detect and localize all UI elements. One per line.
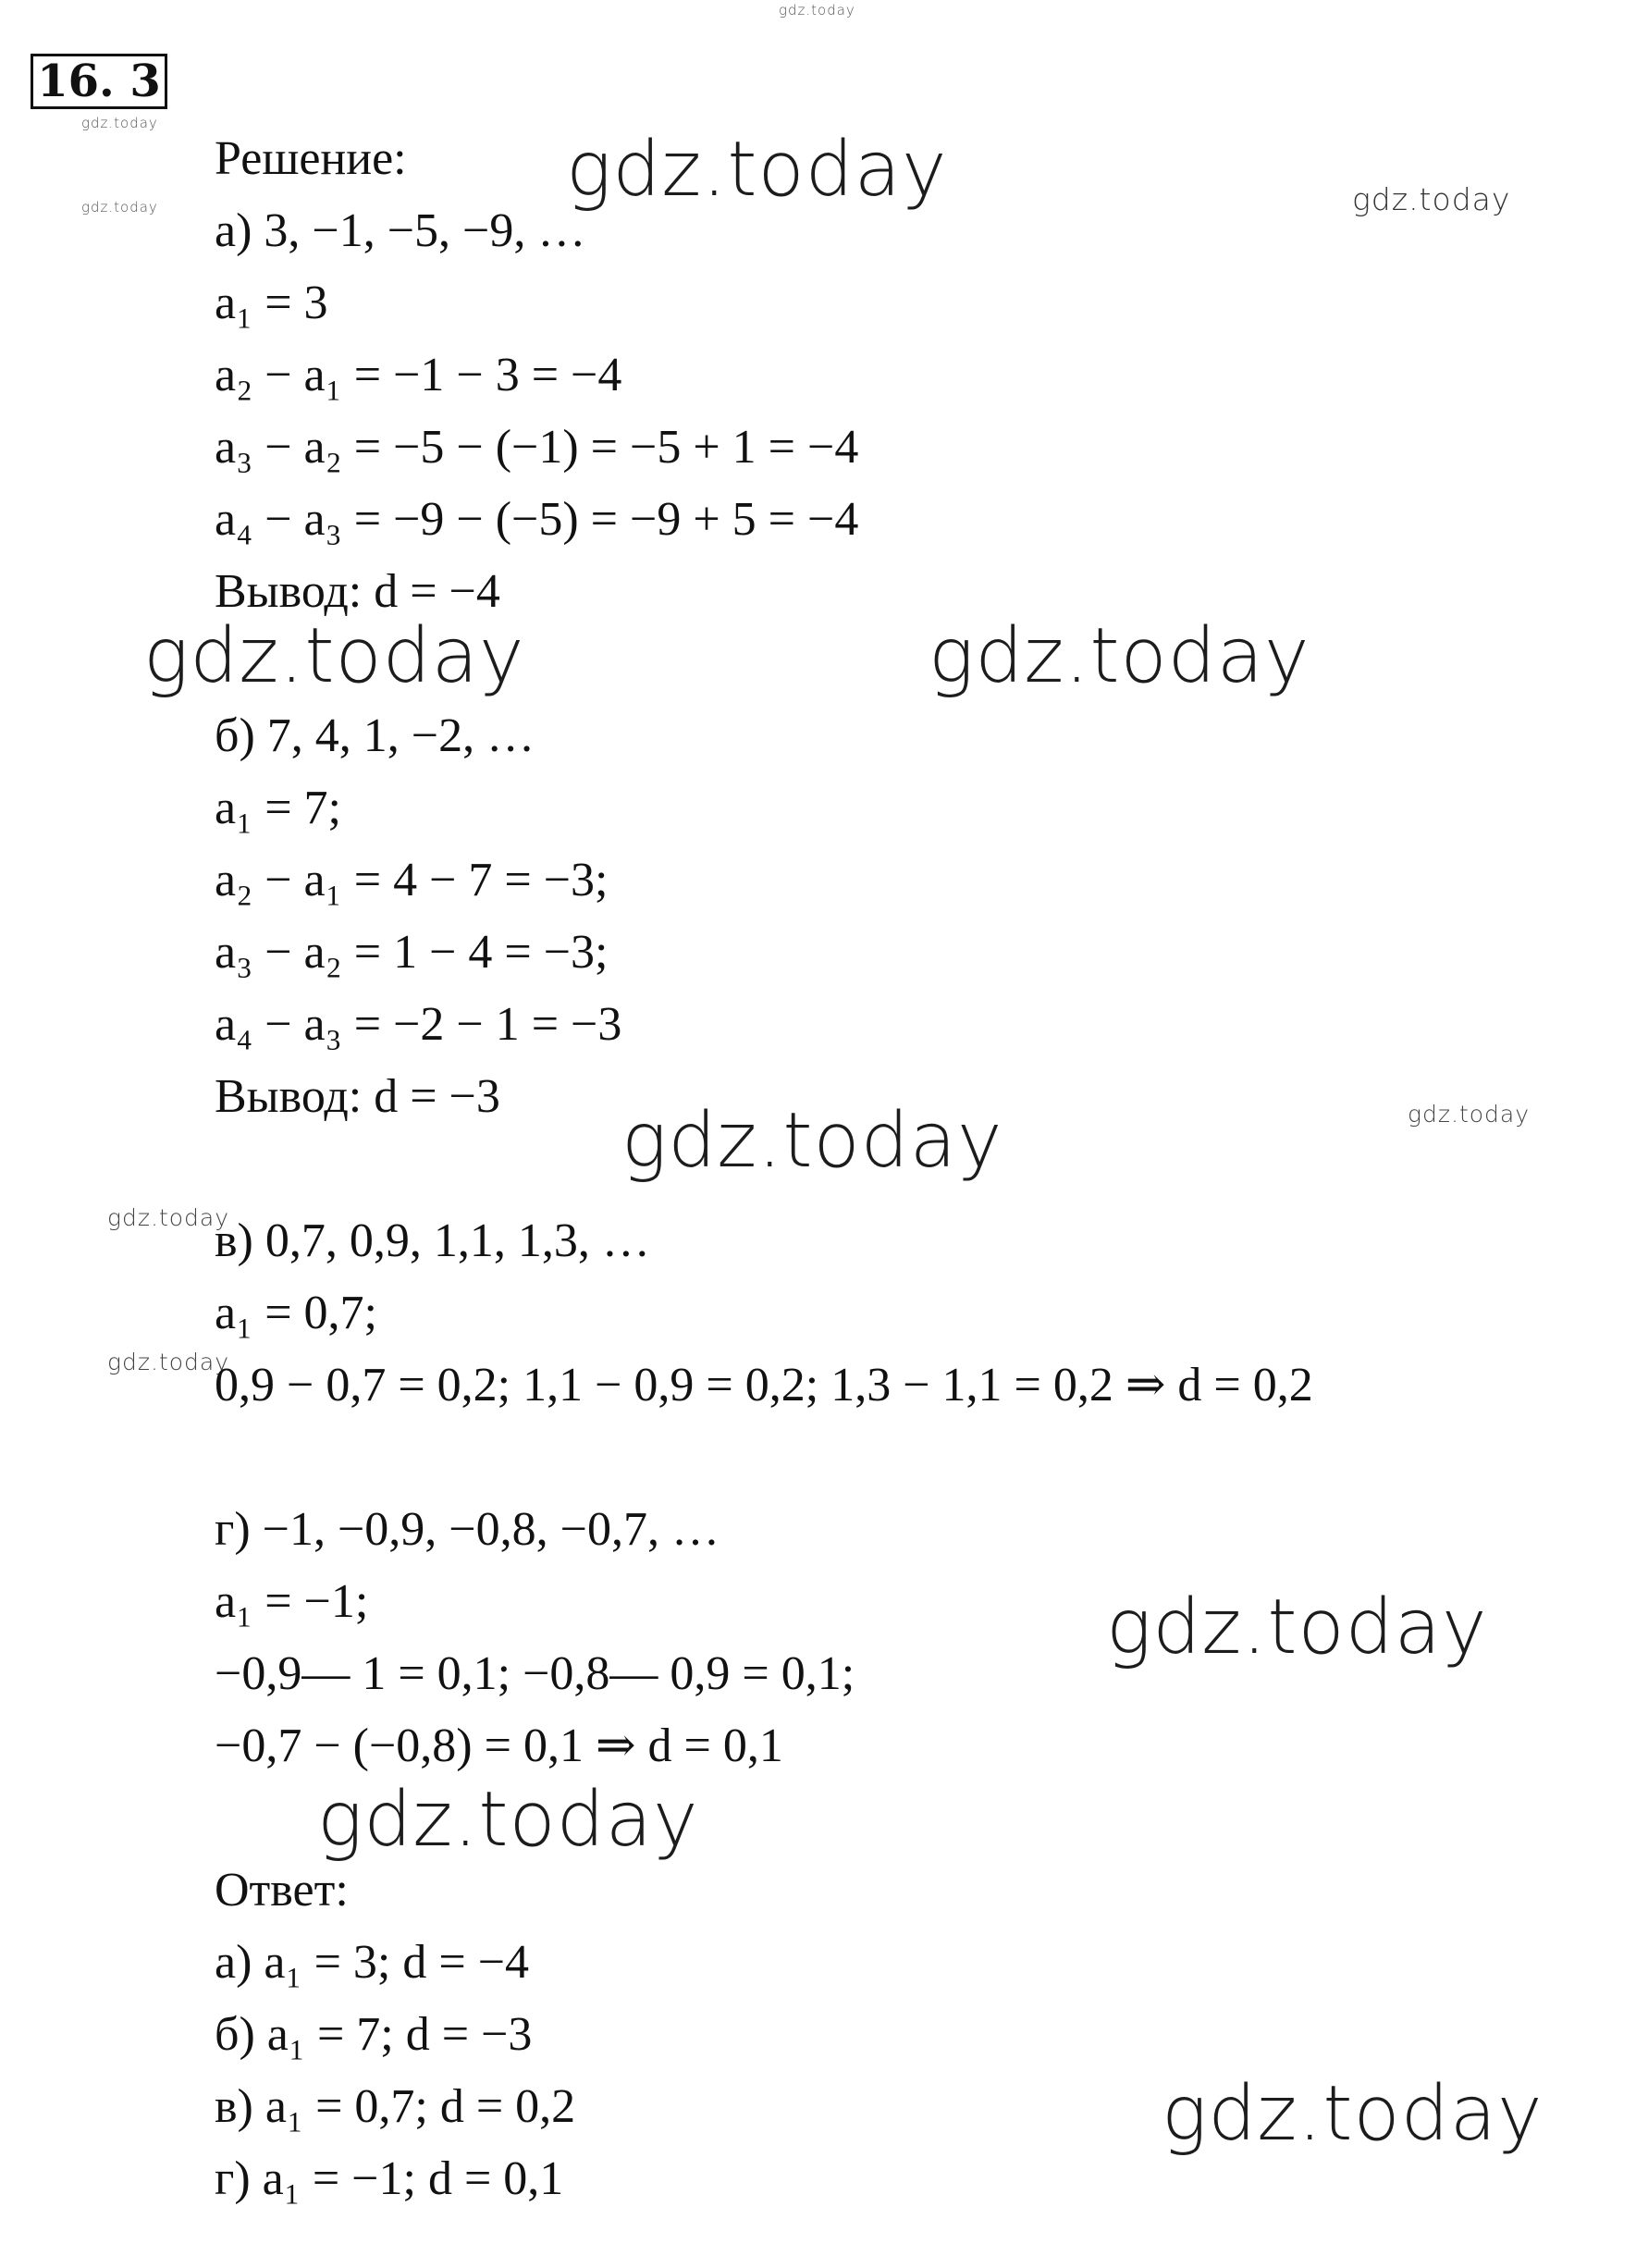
watermark-big-6: gdz.today — [317, 1776, 699, 1864]
watermark-big-7: gdz.today — [1162, 2070, 1544, 2158]
part-a-header: а) 3, −1, −5, −9, … — [215, 204, 586, 257]
part-b-line-4: a₄ − a₃ = −2 − 1 = −3 — [215, 998, 622, 1051]
part-g-line-1: a₁ = −1; — [215, 1575, 369, 1628]
watermark-big-2: gdz.today — [143, 612, 525, 700]
part-a-conclusion: Вывод: d = −4 — [215, 565, 500, 618]
watermark-small-right: gdz.today — [1408, 1101, 1531, 1128]
part-g-line-3: −0,7 − (−0,8) = 0,1 ⇒ d = 0,1 — [215, 1719, 783, 1772]
problem-number: 16. 3 — [31, 54, 167, 109]
part-v-header: в) 0,7, 0,9, 1,1, 1,3, … — [215, 1214, 650, 1267]
watermark-left-small: gdz.today — [81, 199, 158, 216]
answer-b: б) a₁ = 7; d = −3 — [215, 2008, 533, 2061]
watermark-under-number: gdz.today — [81, 115, 158, 131]
watermark-mid-right: gdz.today — [1352, 181, 1511, 217]
watermark-top-center: gdz.today — [779, 2, 855, 18]
part-a-line-3: a₃ − a₂ = −5 − (−1) = −5 + 1 = −4 — [215, 421, 859, 474]
answer-v: в) a₁ = 0,7; d = 0,2 — [215, 2080, 576, 2133]
solution-heading: Решение: — [215, 132, 407, 185]
watermark-big-5: gdz.today — [1106, 1584, 1488, 1671]
answer-a: а) a₁ = 3; d = −4 — [215, 1936, 530, 1989]
part-b-line-2: a₂ − a₁ = 4 − 7 = −3; — [215, 854, 609, 906]
answer-g: г) a₁ = −1; d = 0,1 — [215, 2152, 564, 2205]
part-v-line-2: 0,9 − 0,7 = 0,2; 1,1 − 0,9 = 0,2; 1,3 − 1,1 = 0,2 ⇒ d = 0,2 — [215, 1359, 1313, 1411]
part-a-line-1: a₁ = 3 — [215, 277, 328, 329]
watermark-small-left-1: gdz.today — [107, 1204, 230, 1231]
watermark-big-1: gdz.today — [566, 126, 948, 214]
watermark-small-left-2: gdz.today — [107, 1349, 230, 1375]
part-v-line-1: a₁ = 0,7; — [215, 1287, 377, 1339]
watermark-big-4: gdz.today — [621, 1097, 1003, 1185]
part-b-header: б) 7, 4, 1, −2, … — [215, 709, 535, 762]
part-a-line-4: a₄ − a₃ = −9 − (−5) = −9 + 5 = −4 — [215, 493, 859, 546]
part-a-line-2: a₂ − a₁ = −1 − 3 = −4 — [215, 349, 622, 401]
part-b-line-1: a₁ = 7; — [215, 782, 341, 834]
part-b-line-3: a₃ − a₂ = 1 − 4 = −3; — [215, 926, 609, 979]
answer-heading: Ответ: — [215, 1864, 349, 1917]
part-b-conclusion: Вывод: d = −3 — [215, 1070, 500, 1123]
watermark-big-3: gdz.today — [929, 612, 1310, 700]
part-g-line-2: −0,9— 1 = 0,1; −0,8— 0,9 = 0,1; — [215, 1647, 855, 1700]
part-g-header: г) −1, −0,9, −0,8, −0,7, … — [215, 1503, 720, 1556]
